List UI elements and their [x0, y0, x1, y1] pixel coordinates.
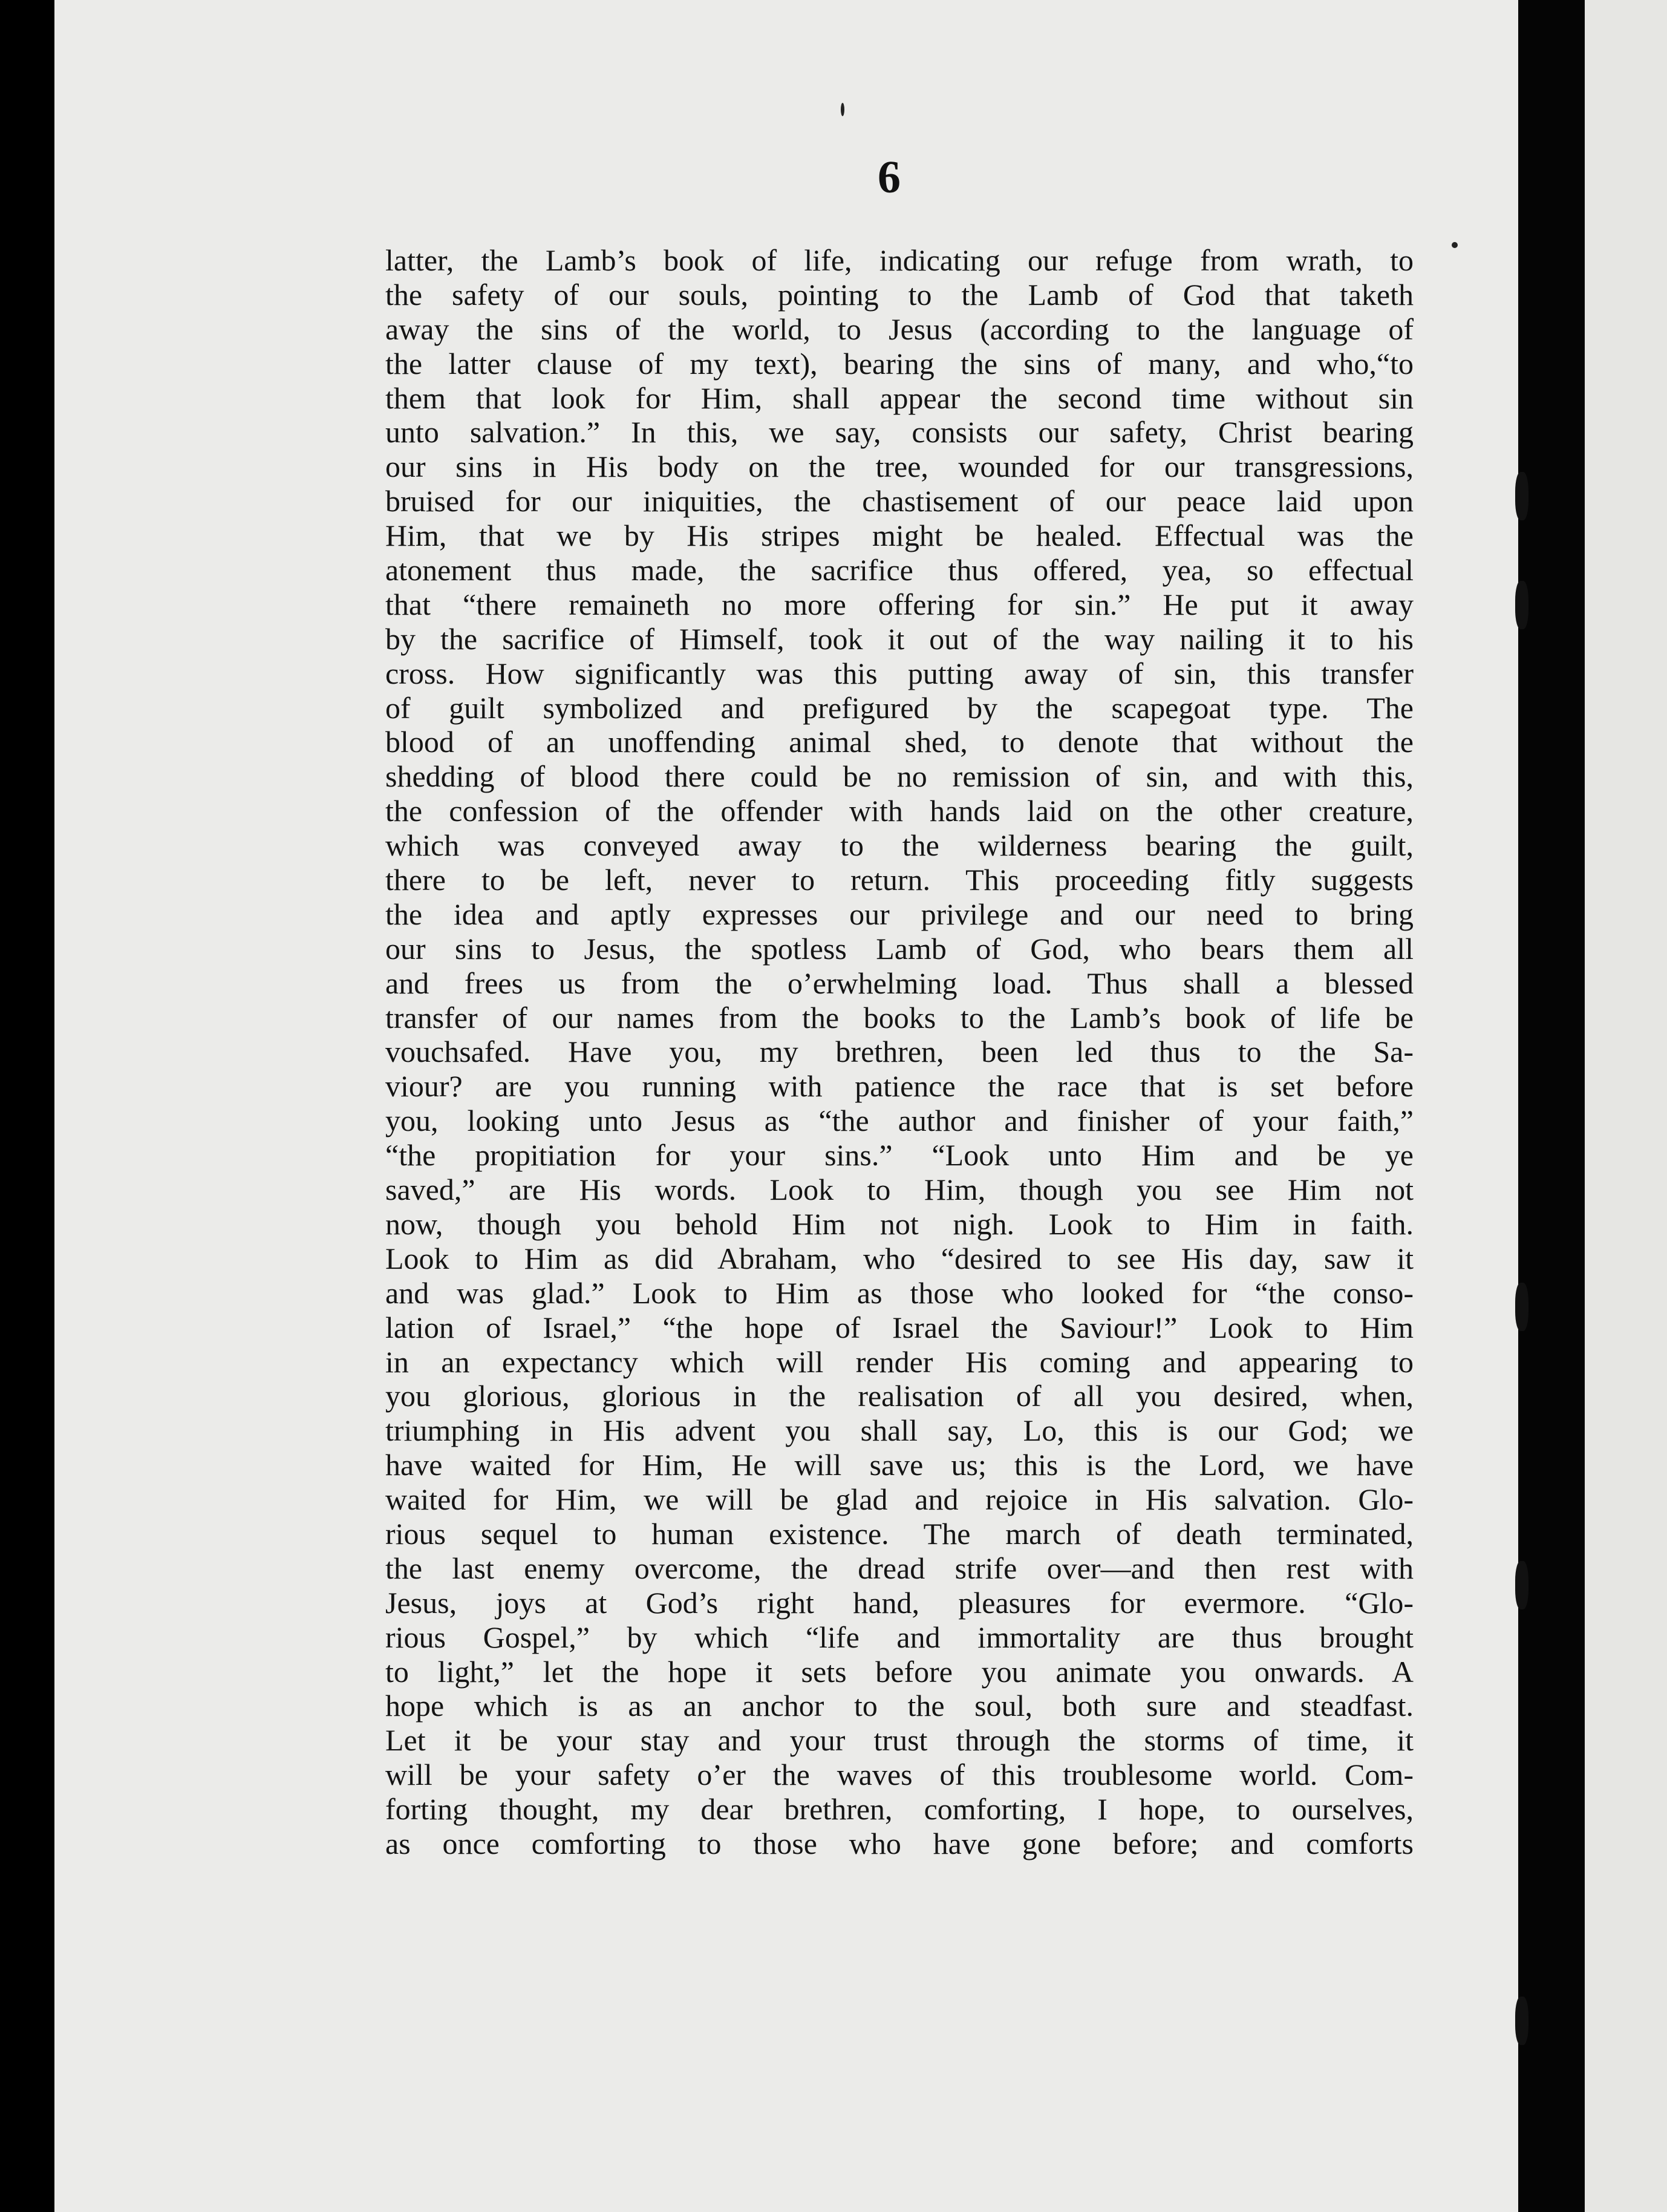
- text-line: the idea and aptly expresses our privilege and our need to bring: [385, 897, 1414, 931]
- text-line: rious sequel to human existence. The march of death terminated,: [385, 1516, 1414, 1551]
- text-line: by the sacrifice of Himself, took it out of the way nailing it to his: [385, 621, 1414, 656]
- text-line: away the sins of the world, to Jesus (according to the language of: [385, 312, 1414, 346]
- text-line: transfer of our names from the books to the Lamb’s book of life be: [385, 1000, 1414, 1035]
- scanned-page: [54, 0, 1518, 2212]
- text-line: Him, that we by His stripes might be healed. Effectual was the: [385, 519, 1414, 553]
- text-line: latter, the Lamb’s book of life, indicating our refuge from wrath, to: [385, 243, 1414, 277]
- text-line: forting thought, my dear brethren, comforting, I hope, to ourselves,: [385, 1792, 1414, 1827]
- text-line: hope which is as an anchor to the soul, both sure and steadfast.: [385, 1689, 1414, 1723]
- text-line: lation of Israel,” “the hope of Israel the Saviour!” Look to Him: [385, 1310, 1414, 1344]
- text-line: Look to Him as did Abraham, who “desired to see His day, saw it: [385, 1241, 1414, 1275]
- text-line: Jesus, joys at God’s right hand, pleasures for evermore. “Glo-: [385, 1585, 1414, 1620]
- text-line: “the propitiation for your sins.” “Look unto Him and be ye: [385, 1138, 1414, 1173]
- binding-gutter: [1518, 0, 1585, 2212]
- text-line: our sins to Jesus, the spotless Lamb of God, who bears them all: [385, 931, 1414, 966]
- text-line: shedding of blood there could be no remission of sin, and with this,: [385, 759, 1414, 794]
- text-line: you, looking unto Jesus as “the author and finisher of your faith,”: [385, 1104, 1414, 1138]
- text-line: our sins in His body on the tree, wounded for our transgressions,: [385, 450, 1414, 484]
- text-line: and frees us from the o’erwhelming load. Thus shall a blessed: [385, 966, 1414, 1000]
- facing-page-edge: [1585, 0, 1667, 2212]
- text-line: vouchsafed. Have you, my brethren, been led thus to the Sa-: [385, 1035, 1414, 1069]
- text-line: now, though you behold Him not nigh. Look to Him in faith.: [385, 1206, 1414, 1241]
- binding-mark: [1515, 581, 1528, 629]
- text-line: the latter clause of my text), bearing the sins of many, and who,“to: [385, 346, 1414, 381]
- binding-mark: [1515, 1997, 1528, 2045]
- print-speck: [1452, 242, 1458, 248]
- text-line: that “there remaineth no more offering for sin.” He put it away: [385, 587, 1414, 621]
- text-line: as once comforting to those who have gone before; and comforts: [385, 1826, 1414, 1860]
- text-line: which was conveyed away to the wilderness bearing the guilt,: [385, 828, 1414, 863]
- text-line: blood of an unoffending animal shed, to denote that without the: [385, 725, 1414, 759]
- text-line: rious Gospel,” by which “life and immortality are thus brought: [385, 1620, 1414, 1654]
- text-line: the safety of our souls, pointing to the Lamb of God that taketh: [385, 277, 1414, 312]
- text-line: saved,” are His words. Look to Him, though you see Him not: [385, 1173, 1414, 1207]
- print-speck: [841, 103, 844, 116]
- text-line: the last enemy overcome, the dread strife over—and then rest with: [385, 1551, 1414, 1585]
- body-text: [385, 243, 1414, 1861]
- page-number: 6: [878, 152, 901, 203]
- text-line: you glorious, glorious in the realisation of all you desired, when,: [385, 1379, 1414, 1413]
- text-line: Let it be your stay and your trust through the storms of time, it: [385, 1723, 1414, 1758]
- text-line: in an expectancy which will render His coming and appearing to: [385, 1344, 1414, 1379]
- binding-mark: [1515, 472, 1528, 520]
- text-line: the confession of the offender with hands laid on the other creature,: [385, 794, 1414, 828]
- text-line: them that look for Him, shall appear the second time without sin: [385, 381, 1414, 415]
- binding-mark: [1515, 1283, 1528, 1331]
- text-line: to light,” let the hope it sets before you animate you onwards. A: [385, 1654, 1414, 1689]
- text-line: waited for Him, we will be glad and rejoice in His salvation. Glo-: [385, 1482, 1414, 1517]
- binding-mark: [1515, 1561, 1528, 1609]
- text-line: atonement thus made, the sacrifice thus offered, yea, so effectual: [385, 553, 1414, 587]
- text-line: unto salvation.” In this, we say, consists our safety, Christ bearing: [385, 415, 1414, 450]
- text-line: of guilt symbolized and prefigured by the scapegoat type. The: [385, 690, 1414, 725]
- text-line: triumphing in His advent you shall say, Lo, this is our God; we: [385, 1413, 1414, 1448]
- text-line: and was glad.” Look to Him as those who looked for “the conso-: [385, 1275, 1414, 1310]
- text-line: there to be left, never to return. This proceeding fitly suggests: [385, 863, 1414, 897]
- text-line: cross. How significantly was this putting away of sin, this transfer: [385, 656, 1414, 690]
- text-line: viour? are you running with patience the race that is set before: [385, 1069, 1414, 1104]
- text-line: bruised for our iniquities, the chastisement of our peace laid upon: [385, 484, 1414, 519]
- text-line: will be your safety o’er the waves of this troublesome world. Com-: [385, 1758, 1414, 1792]
- text-line: have waited for Him, He will save us; this is the Lord, we have: [385, 1448, 1414, 1482]
